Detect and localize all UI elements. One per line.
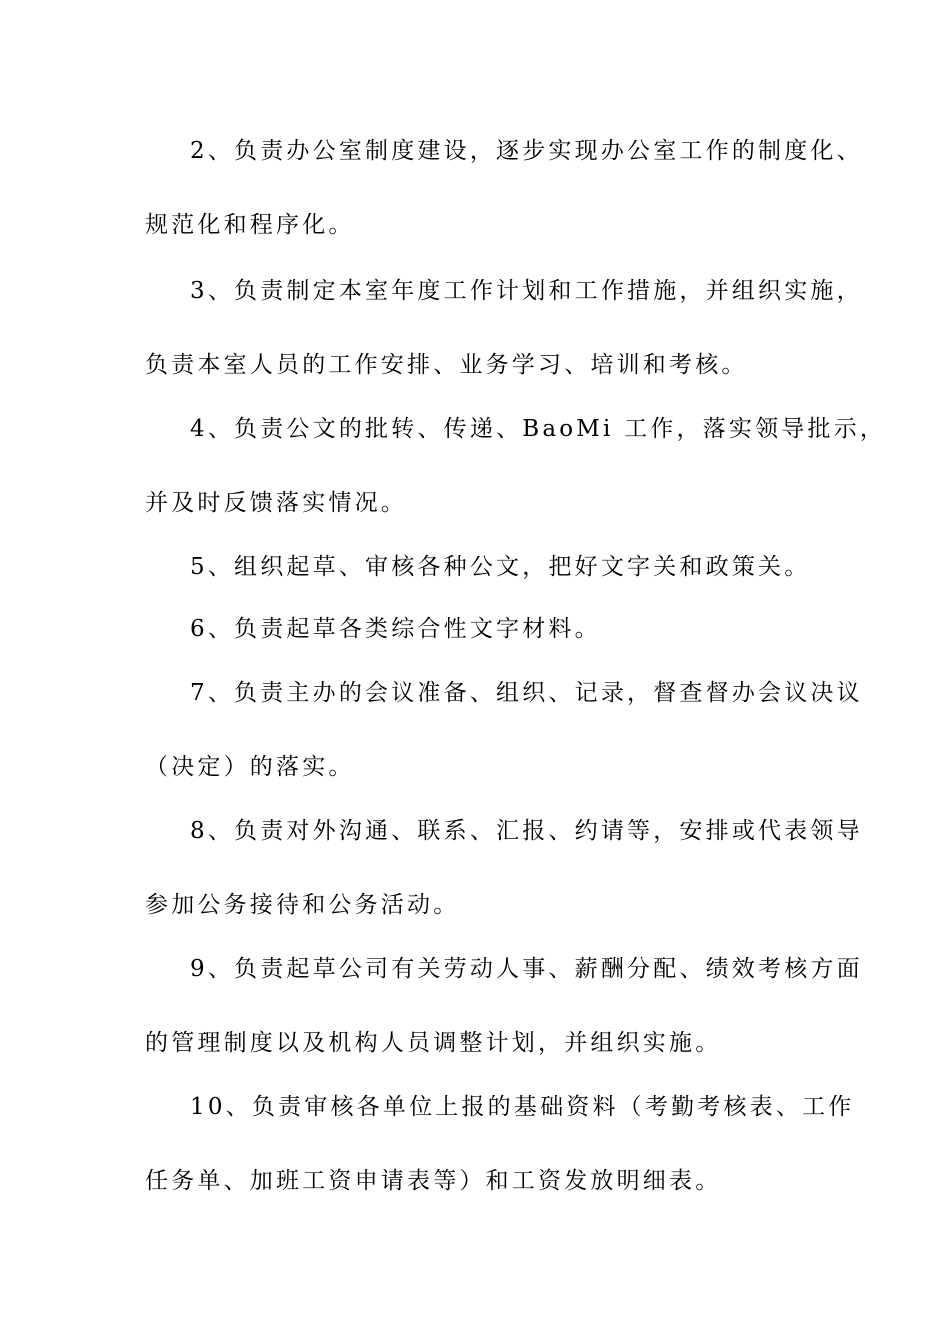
item-10-line-1: 10、负责审核各单位上报的基础资料（考勤考核表、工作 bbox=[190, 1094, 855, 1120]
item-5-line-1: 5、组织起草、审核各种公文，把好文字关和政策关。 bbox=[190, 554, 811, 580]
item-7-line-2: （决定）的落实。 bbox=[145, 754, 355, 780]
item-4-line-2: 并及时反馈落实情况。 bbox=[145, 490, 407, 516]
item-3-line-1: 3、负责制定本室年度工作计划和工作措施，并组织实施， bbox=[190, 278, 863, 304]
item-2-line-1: 2、负责办公室制度建设，逐步实现办公室工作的制度化、 bbox=[190, 138, 863, 164]
item-3-line-2: 负责本室人员的工作安排、业务学习、培训和考核。 bbox=[145, 352, 748, 378]
item-10-line-2: 任务单、加班工资申请表等）和工资发放明细表。 bbox=[145, 1168, 722, 1194]
item-9-line-2: 的管理制度以及机构人员调整计划，并组织实施。 bbox=[145, 1030, 722, 1056]
item-8-line-2: 参加公务接待和公务活动。 bbox=[145, 892, 460, 918]
item-6-line-1: 6、负责起草各类综合性文字材料。 bbox=[190, 616, 601, 642]
item-2-line-2: 规范化和程序化。 bbox=[145, 212, 355, 238]
item-4-line-1: 4、负责公文的批转、传递、BaoMi 工作，落实领导批示， bbox=[190, 416, 887, 442]
item-8-line-1: 8、负责对外沟通、联系、汇报、约请等，安排或代表领导 bbox=[190, 818, 863, 844]
item-9-line-1: 9、负责起草公司有关劳动人事、薪酬分配、绩效考核方面 bbox=[190, 956, 863, 982]
item-7-line-1: 7、负责主办的会议准备、组织、记录，督查督办会议决议 bbox=[190, 680, 863, 706]
